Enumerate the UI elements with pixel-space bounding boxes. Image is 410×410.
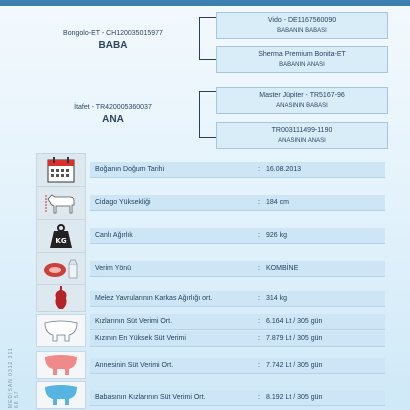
sire-id: Bongolo-ET - CH120035015977: [63, 30, 163, 37]
row-bar: [90, 228, 385, 244]
connector: [199, 17, 216, 18]
connector: [199, 137, 216, 138]
sire-dam-label: BABANIN ANASI: [279, 62, 325, 68]
sire-dam-box: [216, 46, 388, 73]
weight-value: 926 kg: [266, 232, 288, 239]
mother-milk-label: Annesinin Süt Verimi Ort.: [95, 362, 174, 369]
daughters-milk-value: 6.164 Lt / 305 gün: [266, 318, 323, 325]
connector: [199, 91, 200, 137]
dam-dam-label: ANASININ ANASI: [278, 138, 326, 144]
udder-white-icon: [36, 314, 86, 347]
yield-direction-label: Verim Yönü: [95, 265, 132, 272]
cow-height-icon: [36, 186, 86, 220]
birthdate-value: 16.08.2013: [266, 166, 302, 173]
sire-block: [48, 30, 178, 51]
udder-blue-icon: [36, 381, 86, 409]
info-row-height: Cidago Yüksekliği : 184 cm: [36, 186, 385, 220]
carcass-value: 314 kg: [266, 295, 288, 302]
father-daughters-milk-value: 8.192 Lt / 305 gün: [266, 394, 323, 401]
row-bar: [90, 261, 385, 277]
connector: [199, 59, 216, 60]
dam-sire-name: Master Jüpiter - TR5167-96: [259, 92, 345, 99]
weight-label: Canlı Ağırlık: [95, 232, 133, 239]
connector: [199, 91, 216, 92]
mother-milk-value: 7.742 Lt / 305 gün: [266, 362, 323, 369]
carcass-label: Melez Yavrularının Karkas Ağırlığı ort.: [95, 295, 213, 302]
company-side-text: MEDİSAN 0312 311 68 57: [8, 347, 20, 408]
height-value: 184 cm: [266, 199, 289, 206]
daughters-milk-label: Kızlarının Süt Verimi Ort.: [95, 318, 173, 325]
birthdate-label: Boğanın Doğum Tarihi: [95, 166, 165, 173]
dam-id: İtafet - TR420005360037: [74, 104, 152, 111]
udder-pink-icon: [36, 351, 86, 379]
weight-kg-icon: [36, 219, 86, 253]
dam-sire-box: [216, 87, 388, 114]
meat-milk-icon: [36, 252, 86, 286]
height-label: Cidago Yüksekliği: [95, 199, 151, 206]
dam-block: [48, 104, 178, 125]
sire-sire-name: Vido - DE1167560090: [267, 17, 337, 24]
dam-sire-label: ANASININ BABASI: [276, 103, 328, 109]
info-row-weight: KG Canlı Ağırlık : 926 kg: [36, 219, 385, 253]
info-row-father-daughters-milk: Babasının Kızlarının Süt Verimi Ort. : 8.192 Lt / 305 gün: [36, 381, 385, 409]
connector: [199, 17, 200, 59]
info-row-birthdate: Boğanın Doğum Tarihi : 16.08.2013: [36, 153, 385, 187]
svg-text:KG: KG: [55, 237, 67, 245]
top-accent-bar: [0, 0, 410, 6]
father-daughters-milk-label: Babasının Kızlarının Süt Verimi Ort.: [95, 394, 206, 401]
calendar-icon: [36, 153, 86, 187]
daughter-max-milk-value: 7.879 Lt / 305 gün: [266, 335, 323, 342]
dam-dam-box: [216, 122, 388, 149]
daughter-max-milk-label: Kızının En Yüksek Süt Verimi: [95, 335, 186, 342]
yield-direction-value: KOMBİNE: [266, 265, 299, 272]
sire-sire-box: [216, 12, 388, 39]
info-row-mother-milk: Annesinin Süt Verimi Ort. : 7.742 Lt / 305 gün: [36, 351, 385, 379]
dam-dam-name: TR003111499-1190: [271, 127, 333, 134]
sire-sire-label: BABANIN BABASI: [277, 28, 327, 34]
info-row-carcass: Melez Yavrularının Karkas Ağırlığı ort. : 314 kg: [36, 284, 385, 312]
carcass-icon: [36, 284, 86, 312]
info-row-daughters-milk: Kızlarının Süt Verimi Ort. : 6.164 Lt / 305 gün Kızının En Yüksek Süt Verimi : 7.879 Lt / 305 gün: [36, 314, 385, 347]
dam-title: ANA: [102, 114, 124, 125]
info-row-yield-direction: Verim Yönü : KOMBİNE: [36, 252, 385, 286]
sire-title: BABA: [98, 40, 128, 51]
sire-dam-name: Sherma Premium Bonita-ET: [258, 51, 346, 58]
